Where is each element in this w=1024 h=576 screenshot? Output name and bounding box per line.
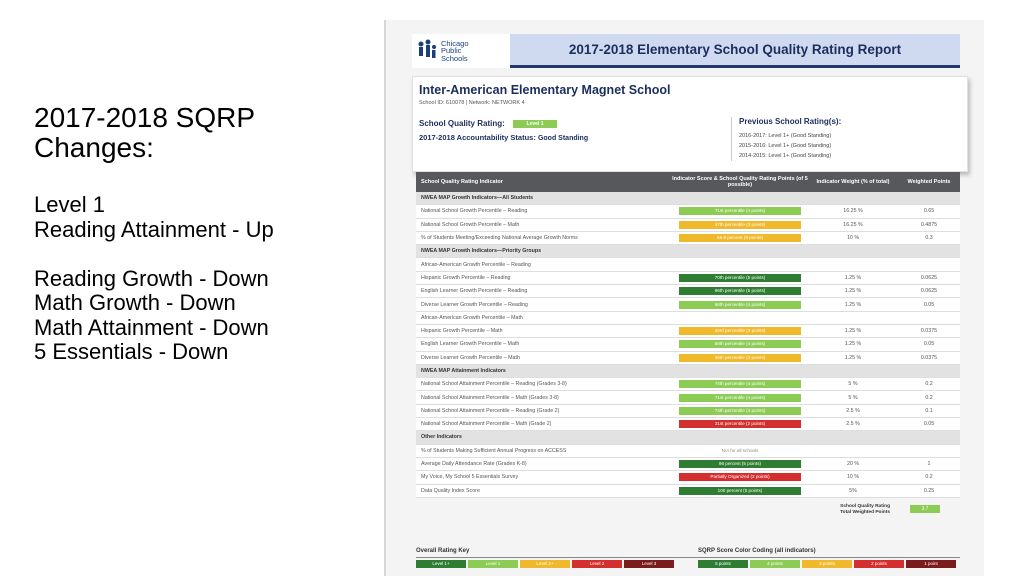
score-cell [672, 301, 808, 309]
table-section-row [416, 365, 960, 378]
weighted-points-cell: 0.2 [925, 381, 933, 388]
weight-cell: 1.25 % [844, 301, 862, 308]
weight-cell: 1.25 % [844, 354, 862, 361]
table-row [416, 285, 960, 298]
indicator-name: My Voice, My School 5 Essentials Survey [421, 474, 519, 481]
score-badge: 100 percent (5 points) [679, 487, 801, 495]
total-label [798, 504, 890, 516]
weighted-points-cell: 0.0625 [920, 288, 938, 295]
slide-title [34, 103, 374, 163]
slide-title-line2: Changes: [34, 132, 154, 163]
score-cell [672, 327, 808, 335]
indicator-name: Hispanic Growth Percentile – Math [421, 328, 503, 335]
key-swatch: Level 2 [572, 560, 622, 568]
section-label: NWEA MAP Growth Indicators—All Students [421, 195, 534, 202]
score-cell [672, 407, 808, 415]
table-row [416, 232, 960, 245]
indicator-name: National School Attainment Percentile – Reading (Grades 3-8) [421, 381, 567, 388]
previous-rating-item: 2016-2017: Level 1+ (Good Standing) [739, 133, 832, 139]
score-cell [672, 447, 808, 455]
weighted-points-cell: 0.4875 [920, 221, 938, 228]
weight-cell: 1.25 % [844, 328, 862, 335]
score-cell [672, 460, 808, 468]
table-row [416, 219, 960, 232]
indicator-table [416, 172, 960, 498]
indicator-name: Data Quality Index Score [421, 487, 480, 494]
indicator-name: African-American Growth Percentile – Reading [421, 261, 531, 268]
table-row [416, 258, 960, 271]
table-row [416, 272, 960, 285]
score-badge: 58th percentile (4 points) [679, 340, 801, 348]
total-box [798, 502, 948, 520]
key-swatch: Level 1 [468, 560, 518, 568]
logo-text [441, 40, 469, 63]
score-cell [672, 340, 808, 348]
total-value: 3.7 [910, 505, 940, 513]
score-cell [672, 473, 808, 481]
table-row [416, 378, 960, 391]
section-label: NWEA MAP Growth Indicators—Priority Groups [421, 248, 542, 255]
slide-line: Reading Growth - Down [34, 265, 269, 291]
school-id: School ID: 610078 | Network: NETWORK 4 [419, 100, 525, 106]
weighted-points-cell: 0.0375 [920, 354, 938, 361]
score-cell [672, 221, 808, 229]
section-label: Other Indicators [421, 434, 462, 441]
table-row [416, 471, 960, 484]
cps-logo [412, 34, 510, 68]
status-value: Good Standing [537, 135, 589, 142]
indicator-name: Hispanic Growth Percentile – Reading [421, 274, 511, 281]
weight-cell: 10 % [846, 474, 860, 481]
score-badge: 96 percent (5 points) [679, 460, 801, 468]
slide-line: 5 Essentials - Down [34, 339, 229, 364]
previous-rating-item: 2014-2015: Level 1+ (Good Standing) [739, 153, 832, 159]
slide-title-line1: 2017-2018 SQRP [34, 102, 256, 133]
logo-line: Public [441, 46, 462, 56]
table-section-row [416, 245, 960, 258]
slide-bullets [34, 193, 374, 365]
weighted-points-cell: 0.65 [923, 208, 935, 215]
weighted-points-cell: 0.05 [923, 341, 935, 348]
score-badge: 71st percentile (4 points) [679, 394, 801, 402]
indicator-name: National School Growth Percentile – Math [421, 221, 520, 228]
weight-cell: 16.25 % [843, 208, 863, 215]
score-cell [672, 354, 808, 362]
weight-cell: 5 % [848, 381, 858, 388]
table-header [416, 172, 960, 192]
logo-line: Schools [441, 53, 468, 63]
score-cell [672, 420, 808, 428]
indicator-name: National School Attainment Percentile – Math (Grade 2) [421, 421, 552, 428]
table-row [416, 405, 960, 418]
weighted-points-cell: 0.3 [925, 235, 933, 242]
weight-cell: 2.5 % [846, 407, 860, 414]
table-row [416, 338, 960, 351]
key-swatch: Level 3 [624, 560, 674, 568]
indicator-name: Diverse Learner Growth Percentile – Math [421, 354, 520, 361]
total-label-line: School Quality Rating [840, 504, 890, 509]
table-row [416, 205, 960, 218]
table-row [416, 458, 960, 471]
slide-line: Reading Attainment - Up [34, 216, 274, 242]
divider [731, 117, 732, 161]
weighted-points-cell: 0.05 [923, 421, 935, 428]
table-body [416, 192, 960, 498]
weight-cell: 1.25 % [844, 274, 862, 281]
weight-cell: 10 % [846, 235, 860, 242]
table-row [416, 418, 960, 431]
slide-line: Level 1 [34, 192, 105, 217]
indicator-name: Diverse Learner Growth Percentile – Reading [421, 301, 528, 308]
score-badge: 70th percentile (5 points) [679, 274, 801, 282]
report-title: 2017-2018 Elementary School Quality Rating Report [568, 42, 902, 57]
key-swatch: Level 2+ [520, 560, 570, 568]
score-badge: 96th percentile (5 points) [679, 287, 801, 295]
weight-cell: 5% [849, 487, 857, 494]
section-label: NWEA MAP Attainment Indicators [421, 368, 506, 374]
score-badge: 71st percentile (4 points) [679, 207, 801, 215]
key-swatch: Level 1+ [416, 560, 466, 568]
score-badge: 74th percentile (4 points) [679, 407, 801, 415]
table-row [416, 485, 960, 498]
table-section-row [416, 192, 960, 205]
score-cell [672, 287, 808, 295]
score-cell [672, 487, 808, 495]
score-cell [672, 394, 808, 402]
key-swatch: 2 points [854, 560, 904, 568]
weight-cell: 20 % [846, 461, 860, 468]
status-label: 2017-2018 Accountability Status: [419, 133, 536, 142]
key-swatch: 1 point [906, 560, 956, 568]
rating-level-badge: Level 1 [513, 120, 557, 128]
score-badge: 47th percentile (3 points) [679, 221, 801, 229]
score-cell [672, 274, 808, 282]
table-row [416, 445, 960, 458]
key-swatch: 4 points [750, 560, 800, 568]
header-weighted-points: Weighted Points [907, 178, 951, 185]
school-info-box [412, 76, 968, 172]
rating-row [419, 119, 557, 128]
indicator-name: % of Students Making Sufficient Annual Progress on ACCESS [421, 447, 567, 454]
status-row [419, 133, 588, 142]
header-weight: Indicator Weight (% of total) [816, 178, 890, 185]
overall-rating-key-title: Overall Rating Key [416, 548, 470, 554]
indicator-name: English Learner Growth Percentile – Reading [421, 288, 528, 295]
score-badge: 74th percentile (4 points) [679, 380, 801, 388]
school-name: Inter-American Elementary Magnet School [419, 83, 671, 97]
header-score: Indicator Score & School Quality Rating Points (of 5 possible) [672, 175, 808, 188]
indicator-name: National School Attainment Percentile – Math (Grades 3-8) [421, 394, 559, 401]
score-cell [672, 380, 808, 388]
table-row [416, 352, 960, 365]
score-badge: 31st percentile (2 points) [679, 420, 801, 428]
indicator-name: Average Daily Attendance Rate (Grades K-8) [421, 461, 527, 468]
weight-cell: 5 % [848, 394, 858, 401]
weight-cell: 1.25 % [844, 341, 862, 348]
score-badge: N/A for all schools [721, 447, 759, 453]
weighted-points-cell: 0.25 [923, 487, 935, 494]
score-badge: 39th percentile (3 points) [679, 354, 801, 362]
spacer [34, 242, 374, 267]
key-swatch: 3 points [802, 560, 852, 568]
previous-rating-item: 2015-2016: Level 1+ (Good Standing) [739, 143, 832, 149]
weight-cell: 1.25 % [844, 288, 862, 295]
rating-key [416, 548, 960, 572]
table-row [416, 298, 960, 311]
total-label-line: Total Weighted Points [840, 510, 890, 515]
score-badge: 43rd percentile (3 points) [679, 327, 801, 335]
header-indicator: School Quality Rating Indicator [421, 179, 503, 185]
weighted-points-cell: 0.0625 [920, 274, 938, 281]
score-cell [672, 234, 808, 242]
rating-label: School Quality Rating: [419, 119, 505, 128]
score-badge: 66th percentile (4 points) [679, 301, 801, 309]
table-row [416, 325, 960, 338]
key-divider [416, 557, 960, 558]
slide-line: Math Growth - Down [34, 290, 236, 315]
score-badge: Partially Organized (2 points) [679, 473, 801, 481]
slide-text [34, 103, 374, 365]
weighted-points-cell: 0.2 [925, 394, 933, 401]
report-header [412, 34, 960, 68]
indicator-name: African-American Growth Percentile – Math [421, 314, 523, 321]
report-image [384, 20, 984, 576]
score-badge: 56.9 percent (3 points) [679, 234, 801, 242]
previous-rating-title: Previous School Rating(s): [739, 117, 842, 126]
indicator-name: National School Attainment Percentile – Reading (Grade 2) [421, 407, 560, 414]
weighted-points-cell: 1 [927, 461, 931, 468]
table-row [416, 391, 960, 404]
weighted-points-cell: 0.05 [923, 301, 935, 308]
weight-cell: 2.5 % [846, 421, 860, 428]
weighted-points-cell: 0.0375 [920, 328, 938, 335]
weighted-points-cell: 0.1 [925, 407, 933, 414]
children-logo-icon [416, 39, 438, 63]
table-section-row [416, 431, 960, 444]
indicator-name: % of Students Meeting/Exceeding National Average Growth Norms [421, 235, 578, 242]
report-banner [510, 34, 960, 68]
color-coding-key-title: SQRP Score Color Coding (all indicators) [698, 548, 816, 554]
weight-cell: 16.25 % [843, 221, 863, 228]
logo-line: Chicago [441, 38, 469, 48]
indicator-name: National School Growth Percentile – Reading [421, 208, 528, 215]
table-row [416, 312, 960, 325]
score-cell [672, 207, 808, 215]
slide-line: Math Attainment - Down [34, 314, 269, 340]
key-swatch: 5 points [698, 560, 748, 568]
indicator-name: English Learner Growth Percentile – Math [421, 341, 520, 348]
weighted-points-cell: 0.2 [925, 474, 933, 481]
